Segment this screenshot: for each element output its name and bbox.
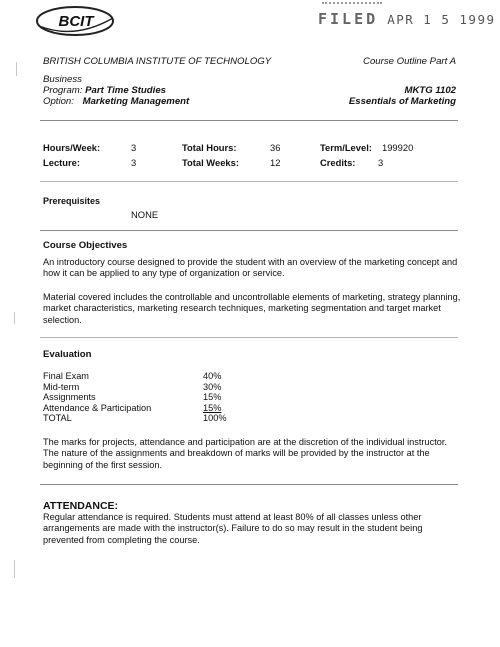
hours-week-value: 3 [131, 142, 137, 153]
lecture-value: 3 [131, 157, 137, 168]
header-divider [40, 120, 458, 121]
evaluation-row [43, 403, 283, 414]
filed-stamp [318, 10, 496, 28]
attendance-heading: ATTENDANCE: [43, 500, 119, 512]
course-title: Essentials of Marketing [348, 96, 456, 107]
hours-week-label: Hours/Week: [43, 142, 101, 153]
evaluation-item: Assignments [43, 392, 96, 403]
course-code: MKTG 1102 [404, 85, 456, 96]
program-line [43, 85, 166, 96]
term-level-value: 199920 [382, 142, 414, 153]
logo-text: BCIT [58, 13, 94, 30]
evaluation-row [43, 392, 283, 403]
school-name: Business [43, 74, 82, 85]
evaluation-weight: 30% [203, 381, 222, 392]
term-level-label: Term/Level: [320, 142, 372, 153]
prerequisites-heading: Prerequisites [43, 196, 101, 206]
evaluation-item: Attendance & Participation [43, 402, 152, 413]
program-value: Part Time Studies [85, 85, 166, 96]
total-hours-value: 36 [270, 142, 281, 153]
filed-stamp-date: APR 1 5 1999 [387, 12, 496, 27]
objectives-paragraph-2: Material covered includes the controllable and uncontrollable elements of marketing, strategy planning, market characteristics, marketing research techniques, marketing segmentation and target market selection. [43, 292, 461, 325]
evaluation-weight: 15% [203, 402, 222, 413]
option-label: Option: [43, 96, 74, 107]
info-divider [40, 181, 458, 182]
evaluation-weight: 15% [203, 392, 222, 403]
evaluation-weight: 100% [203, 413, 227, 424]
evaluation-item: Final Exam [43, 371, 89, 381]
attendance-text: Regular attendance is required. Students must attend at least 80% of all classes unless other arrangements are made with the instructor(s). Failure to do so may result in the student being prevented from completing the course. [43, 512, 423, 545]
program-label: Program: [43, 85, 83, 96]
bcit-logo [35, 4, 117, 38]
evaluation-total-row [43, 413, 283, 424]
credits-label: Credits: [320, 157, 356, 168]
scan-mark [14, 312, 15, 324]
evaluation-row [43, 382, 283, 393]
option-value: Marketing Management [82, 96, 190, 107]
lecture-label: Lecture: [43, 157, 80, 168]
evaluation-item: Mid-term [43, 381, 80, 392]
objectives-heading: Course Objectives [43, 240, 128, 251]
scan-mark [14, 560, 15, 578]
total-weeks-label: Total Weeks: [182, 157, 239, 168]
total-weeks-value: 12 [270, 157, 281, 168]
objectives-paragraph-1: An introductory course designed to provide the student with an overview of the marketing concept and how it can be applied to any type of organization or service. [43, 257, 458, 279]
prereq-divider [40, 230, 458, 231]
total-hours-label: Total Hours: [182, 142, 237, 153]
institution-name: BRITISH COLUMBIA INSTITUTE OF TECHNOLOGY [43, 56, 272, 67]
filed-stamp-word: FILED [318, 10, 379, 28]
evaluation-divider [40, 484, 458, 485]
evaluation-row [43, 371, 283, 382]
scan-mark [16, 62, 17, 76]
evaluation-weight: 40% [203, 371, 222, 381]
option-line [43, 96, 189, 107]
evaluation-note: The marks for projects, attendance and participation are at the discretion of the individual instructor. The nature of the assignments and breakdown of marks will be provided by the instructor at the beginning of the first session. [43, 437, 447, 470]
evaluation-item: TOTAL [43, 413, 72, 424]
stamp-dots [322, 2, 382, 10]
evaluation-heading: Evaluation [43, 349, 92, 360]
credits-value: 3 [378, 157, 384, 168]
document-type: Course Outline Part A [363, 56, 456, 67]
objectives-divider [40, 337, 458, 338]
evaluation-table [43, 371, 283, 424]
prerequisites-value: NONE [131, 209, 159, 220]
